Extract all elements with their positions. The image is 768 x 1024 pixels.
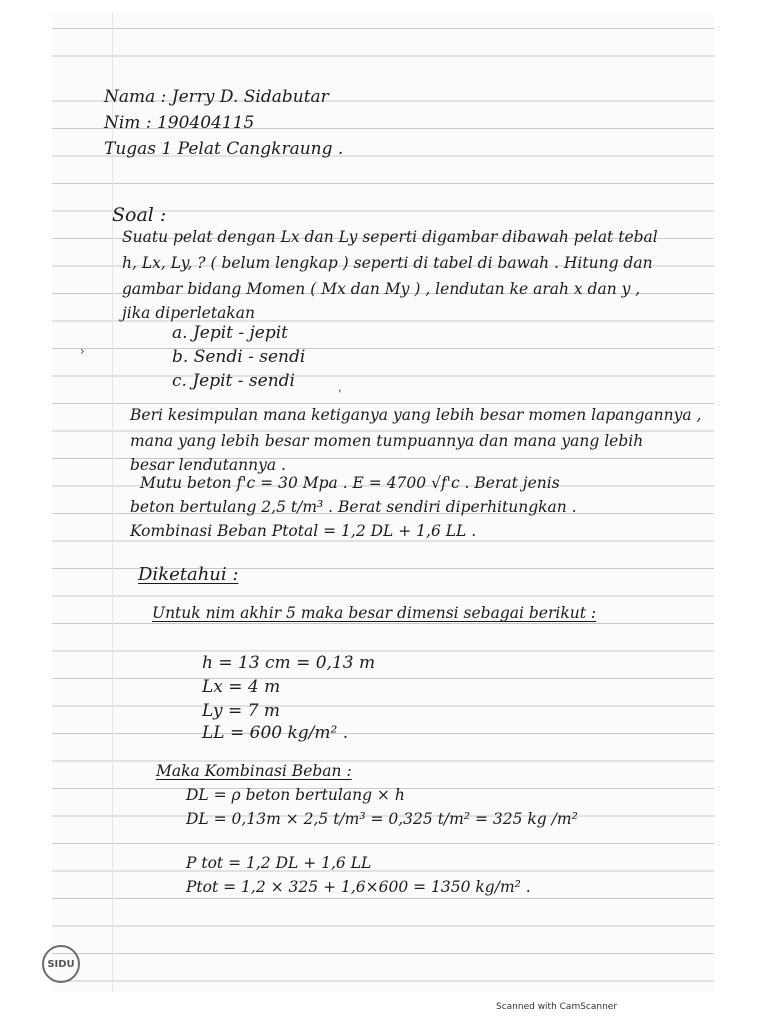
soal-line-3: gambar bidang Momen ( Mx dan My ) , lendutan ke arah x dan y ,: [122, 280, 641, 298]
kesimpulan-line-1: Beri kesimpulan mana ketiganya yang lebih besar momen lapangannya ,: [130, 406, 702, 424]
scanner-watermark: Scanned with CamScanner: [496, 1002, 618, 1012]
margin-mark: ,: [338, 380, 342, 394]
dl-calculation: DL = 0,13m × 2,5 t/m³ = 0,325 t/m² = 325 kg /m²: [186, 810, 578, 828]
sidu-logo: [42, 945, 80, 983]
soal-title: Soal :: [112, 204, 167, 226]
soal-option-c: c. Jepit - sendi: [172, 371, 295, 391]
soal-option-a: a. Jepit - jepit: [172, 323, 289, 343]
soal-option-b: b. Sendi - sendi: [172, 347, 306, 367]
soal-line-1: Suatu pelat dengan Lx dan Ly seperti digambar dibawah pelat tebal: [122, 228, 658, 246]
ptot-formula: P tot = 1,2 DL + 1,6 LL: [186, 854, 372, 872]
soal-line-4: jika diperletakan: [122, 304, 255, 322]
ptot-calculation: Ptot = 1,2 × 325 + 1,6×600 = 1350 kg/m² .: [186, 878, 531, 896]
value-lx: Lx = 4 m: [202, 677, 281, 697]
value-ll: LL = 600 kg/m² .: [202, 723, 349, 743]
dl-formula: DL = ρ beton bertulang × h: [186, 786, 405, 804]
margin-mark: ›: [80, 344, 85, 358]
kesimpulan-line-5: beton bertulang 2,5 t/m³ . Berat sendiri diperhitungkan .: [130, 498, 577, 516]
kesimpulan-line-6: Kombinasi Beban Ptotal = 1,2 DL + 1,6 LL .: [130, 522, 477, 540]
header-tugas: Tugas 1 Pelat Cangkraung .: [104, 139, 344, 159]
kesimpulan-line-2: mana yang lebih besar momen tumpuannya dan mana yang lebih: [130, 432, 644, 450]
diketahui-intro: Untuk nim akhir 5 maka besar dimensi sebagai berikut :: [152, 604, 597, 622]
value-h: h = 13 cm = 0,13 m: [202, 653, 376, 673]
logo-text: SIDU: [47, 958, 75, 970]
header-nama: Nama : Jerry D. Sidabutar: [104, 87, 329, 107]
notebook-page: [52, 12, 714, 992]
soal-line-2: h, Lx, Ly, ? ( belum lengkap ) seperti di tabel di bawah . Hitung dan: [122, 254, 653, 272]
kesimpulan-line-3: besar lendutannya .: [130, 456, 286, 474]
kesimpulan-line-4: Mutu beton f'c = 30 Mpa . E = 4700 √f'c . Berat jenis: [140, 474, 560, 492]
header-nim: Nim : 190404115: [104, 113, 255, 133]
diketahui-title: Diketahui :: [138, 564, 239, 585]
kombinasi-title: Maka Kombinasi Beban :: [156, 762, 352, 780]
value-ly: Ly = 7 m: [202, 701, 280, 721]
